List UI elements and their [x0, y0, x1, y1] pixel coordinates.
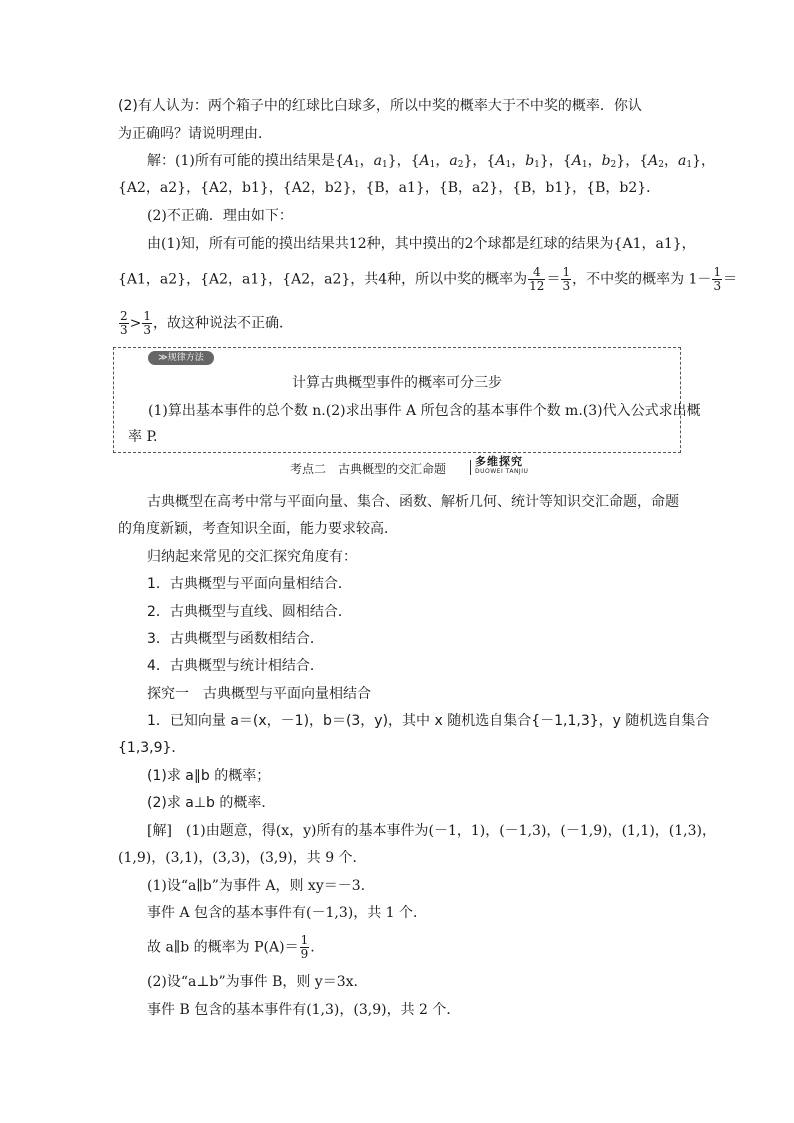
fraction-2-3: $\frac{2}{3}$ [120, 309, 128, 337]
intro-item-1: 1．古典概型与平面向量相结合． [147, 576, 352, 592]
explore1-sol5: 故 a∥b 的概率为 P(A)＝ $\frac{1}{9}$ . [147, 933, 315, 961]
solution-line5-mid: ，不中奖的概率为 1－ [572, 271, 712, 288]
intro-item-4: 4．古典概型与统计相结合． [147, 658, 324, 674]
method-line1: (1)算出基本事件的总个数 n.(2)求出事件 A 所包含的基本事件个数 m.(3)代入公式求出概 [148, 403, 701, 419]
explore1-sol1: [解] (1)由题意，得(x，y)所有的基本事件为(－1，1)，(－1,3)，(－1,9)，(1,1)，(1,3)， [147, 823, 716, 839]
intro-item-3: 3．古典概型与函数相结合． [147, 631, 324, 647]
explore1-line1: 1．已知向量 a＝(x，－1)，b＝(3，y)，其中 x 随机选自集合{－1,1,3}，y 随机选自集合 [147, 713, 710, 729]
explore1-sol6: (2)设“a⊥b”为事件 B，则 y＝3x. [147, 974, 358, 990]
fraction-1-3-b: $\frac{1}{3}$ [713, 265, 722, 293]
fraction-1-3: $\frac{1}{3}$ [562, 265, 571, 293]
intro-line2: 的角度新颖，考查知识全面，能力要求较高． [118, 521, 398, 537]
method-title: 计算古典概型事件的概率可分三步 [292, 375, 502, 391]
intro-item-2: 2．古典概型与直线、圆相结合． [147, 604, 352, 620]
badge-en: DUOWEI TANJIU [475, 468, 529, 475]
explore1-sol4: 事件 A 包含的基本事件有(－1,3)，共 1 个． [147, 905, 428, 921]
solution-line5-prefix: {A1，a2}，{A2，a1}，{A2，a2}，共4种，所以中奖的概率为 [118, 271, 528, 288]
explore1-heading: 探究一 古典概型与平面向量相结合 [147, 686, 371, 702]
explore1-sol7: 事件 B 包含的基本事件有(1,3)，(3,9)，共 2 个． [147, 1002, 461, 1018]
method-line2: 率 P. [128, 429, 158, 445]
solution-line6-suffix: ，故这种说法不正确． [153, 315, 294, 332]
solution-line1-prefix: 解：(1)所有可能的摸出结果是 [147, 153, 335, 169]
fraction-1-9: $\frac{1}{9}$ [300, 933, 309, 961]
explore1-sol5-prefix: 故 a∥b 的概率为 P(A)＝ [147, 939, 299, 956]
intro-line1: 古典概型在高考中常与平面向量、集合、函数、解析几何、统计等知识交汇命题，命题 [147, 494, 679, 510]
section-divider [470, 460, 471, 475]
solution-line3: (2)不正确．理由如下： [147, 208, 293, 224]
solution-line6: $\frac{2}{3}$ > $\frac{1}{3}$ ，故这种说法不正确． [120, 309, 294, 337]
explore1-sol3: (1)设“a∥b”为事件 A，则 xy＝－3. [147, 878, 366, 894]
solution-line4: 由(1)知，所有可能的摸出结果共12种，其中摸出的2个球都是红球的结果为{A1，a1}， [147, 236, 696, 252]
solution-line5: {A1，a2}，{A2，a1}，{A2，a2}，共4种，所以中奖的概率为 $\frac{4}{12}$ ＝ $\frac{1}{3}$ ，不中奖的概率为 1－ $\frac{1}{3}$ ＝ [118, 265, 738, 293]
q2-line2: 为正确吗？请说明理由． [118, 126, 272, 142]
q2-line1: (2)有人认为：两个箱子中的红球比白球多，所以中奖的概率大于不中奖的概率．你认 [118, 98, 642, 114]
fraction-4-12: $\frac{4}{12}$ [529, 265, 545, 293]
intro-line3: 归纳起来常见的交汇探究角度有： [147, 549, 357, 565]
section-badge [475, 456, 528, 475]
explore1-line2: {1,3,9}． [118, 740, 186, 756]
section-heading: 考点二 古典概型的交汇命题 [290, 462, 447, 476]
explore1-q2: (2)求 a⊥b 的概率． [147, 795, 276, 811]
explore1-sol2: (1,9)，(3,1)，(3,3)，(3,9)，共 9 个． [118, 850, 367, 866]
method-box [113, 347, 701, 453]
method-tag: ≫规律方法 [148, 351, 214, 365]
solution-line2: {A2，a2}，{A2，b1}，{A2，b2}，{B，a1}，{B，a2}，{B，b1}，{B，b2}． [118, 180, 661, 196]
explore1-q1: (1)求 a∥b 的概率； [147, 768, 271, 784]
solution-line1: 解：(1)所有可能的摸出结果是{$A_1$，$a_1$}，{$A_1$，$a_2$}，{$A_1$，$b_1$}，{$A_1$，$b_2$}，{$A_2$，$a_1$}， [147, 153, 715, 170]
badge-cn: 多维探究 [475, 455, 523, 468]
fraction-1-3-c: $\frac{1}{3}$ [143, 309, 152, 337]
